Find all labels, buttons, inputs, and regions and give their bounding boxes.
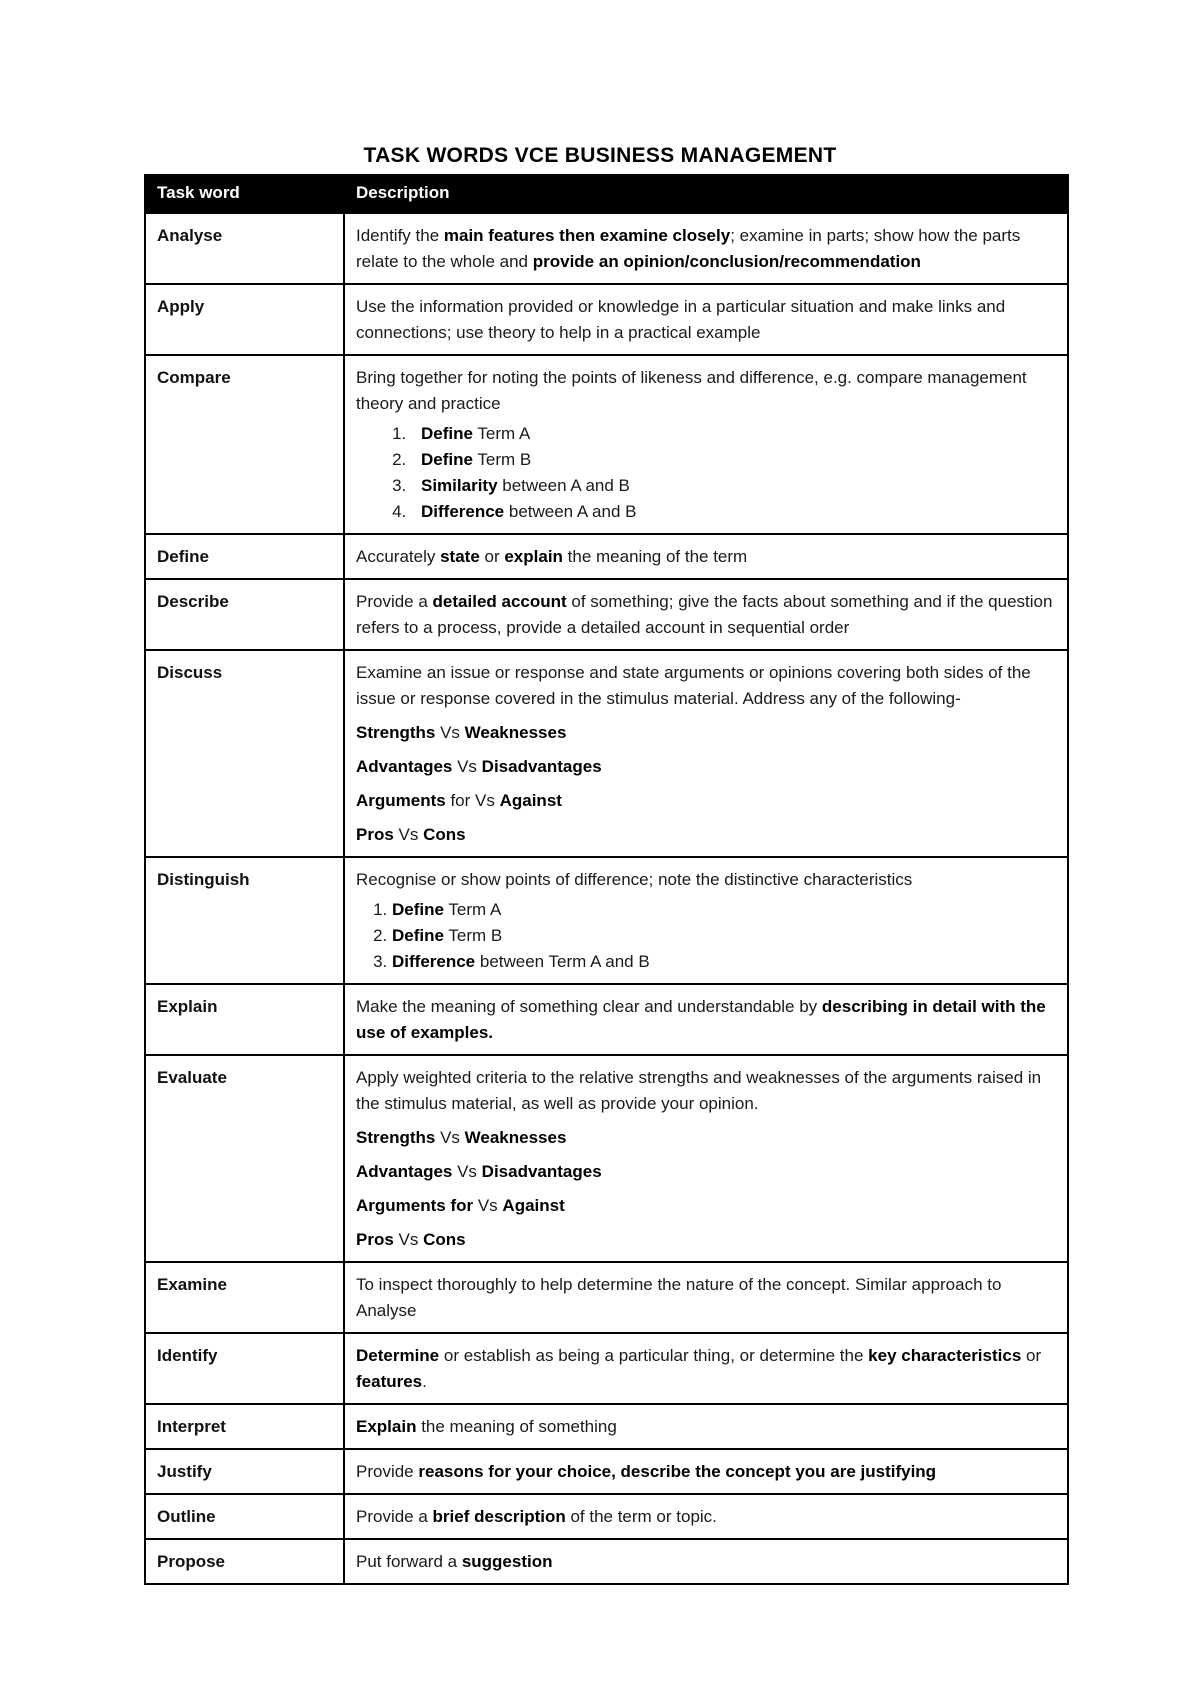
task-word: Describe: [145, 579, 344, 650]
table-row: [145, 1262, 1068, 1333]
table-row: [145, 984, 1068, 1055]
list-item: 2. Define Term B: [392, 923, 1056, 949]
task-word: Apply: [145, 284, 344, 355]
table-row: [145, 1449, 1068, 1494]
table-row: [145, 650, 1068, 857]
task-word: Identify: [145, 1333, 344, 1404]
comparison-line: Advantages Vs Disadvantages: [356, 1162, 602, 1181]
task-description: To inspect thoroughly to help determine the nature of the concept. Similar approach to Analyse: [344, 1262, 1068, 1333]
task-word: Compare: [145, 355, 344, 534]
table-row: [145, 1539, 1068, 1584]
task-description: Identify the main features then examine closely; examine in parts; show how the parts relate to the whole and provide an opinion/conclusion/recommendation: [344, 213, 1068, 284]
task-description: Use the information provided or knowledge in a particular situation and make links and connections; use theory to help in a practical example: [344, 284, 1068, 355]
task-word: Propose: [145, 1539, 344, 1584]
list-item: 1. Define Term A: [392, 897, 1056, 923]
task-description: Provide reasons for your choice, describe the concept you are justifying: [344, 1449, 1068, 1494]
table-row: [145, 213, 1068, 284]
steps-list: [356, 897, 1056, 975]
task-word: Evaluate: [145, 1055, 344, 1262]
comparison-line: Arguments for Vs Against: [356, 791, 562, 810]
page-title: TASK WORDS VCE BUSINESS MANAGEMENT: [363, 144, 837, 167]
table-row: [145, 1494, 1068, 1539]
task-word: Define: [145, 534, 344, 579]
comparison-line: Strengths Vs Weaknesses: [356, 723, 567, 742]
steps-list: [356, 421, 1056, 525]
task-word: Analyse: [145, 213, 344, 284]
task-description: Apply weighted criteria to the relative strengths and weaknesses of the arguments raised in the stimulus material, as well as provide your opinion. Strengths Vs Weaknesses Advantages Vs Disadvantages Arguments for Vs Against Pros Vs Cons: [344, 1055, 1068, 1262]
table-row: [145, 355, 1068, 534]
comparison-line: Pros Vs Cons: [356, 825, 466, 844]
comparison-line: Advantages Vs Disadvantages: [356, 757, 602, 776]
task-word: Examine: [145, 1262, 344, 1333]
task-word: Outline: [145, 1494, 344, 1539]
task-description: Determine or establish as being a particular thing, or determine the key characteristics or features.: [344, 1333, 1068, 1404]
list-item: 1. Define Term A: [411, 421, 1056, 447]
task-word: Distinguish: [145, 857, 344, 984]
task-word: Explain: [145, 984, 344, 1055]
list-item: 3. Similarity between A and B: [411, 473, 1056, 499]
task-description: Provide a brief description of the term or topic.: [344, 1494, 1068, 1539]
table-row: [145, 534, 1068, 579]
task-description: Recognise or show points of difference; note the distinctive characteristics 1. Define Term A 2. Define Term B 3. Difference between Term A and B: [344, 857, 1068, 984]
table-row: [145, 284, 1068, 355]
table-row: [145, 857, 1068, 984]
comparison-line: Pros Vs Cons: [356, 1230, 466, 1249]
column-header-description: Description: [344, 175, 1068, 213]
task-words-table: [144, 174, 1069, 1585]
task-word: Justify: [145, 1449, 344, 1494]
list-item: 2. Define Term B: [411, 447, 1056, 473]
table-header-row: [145, 175, 1068, 213]
table-row: [145, 1333, 1068, 1404]
task-description: Explain the meaning of something: [344, 1404, 1068, 1449]
list-item: 4. Difference between A and B: [411, 499, 1056, 525]
task-description: Bring together for noting the points of likeness and difference, e.g. compare management theory and practice 1. Define Term A 2. Define Term B 3. Similarity between A and B 4. Difference between A and B: [344, 355, 1068, 534]
task-word: Discuss: [145, 650, 344, 857]
table-row: [145, 1404, 1068, 1449]
comparison-line: Arguments for Vs Against: [356, 1196, 565, 1215]
comparison-line: Strengths Vs Weaknesses: [356, 1128, 567, 1147]
list-item: 3. Difference between Term A and B: [392, 949, 1056, 975]
task-word: Interpret: [145, 1404, 344, 1449]
table-row: [145, 579, 1068, 650]
task-description: Examine an issue or response and state arguments or opinions covering both sides of the issue or response covered in the stimulus material. Address any of the following- Strengths Vs Weaknesses Advantages Vs Disadvantages Arguments for Vs Against Pros Vs Cons: [344, 650, 1068, 857]
task-description: Accurately state or explain the meaning of the term: [344, 534, 1068, 579]
table-row: [145, 1055, 1068, 1262]
task-description: Put forward a suggestion: [344, 1539, 1068, 1584]
task-description: Make the meaning of something clear and understandable by describing in detail with the use of examples.: [344, 984, 1068, 1055]
column-header-task-word: Task word: [145, 175, 344, 213]
task-description: Provide a detailed account of something; give the facts about something and if the question refers to a process, provide a detailed account in sequential order: [344, 579, 1068, 650]
